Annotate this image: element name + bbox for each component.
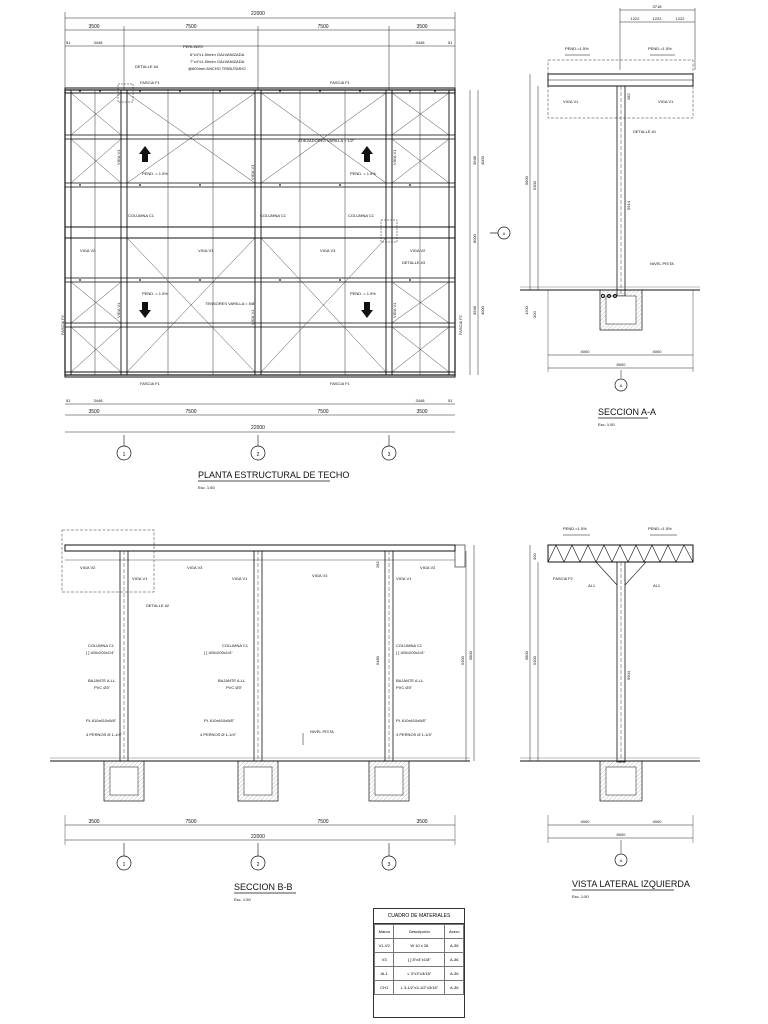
side-fascia: FASCIA F2: [553, 576, 573, 581]
materials-grid: [374, 924, 464, 995]
sec-b-bolts-1: 4 PERNOS Ø 1-1/4": [86, 732, 123, 737]
sec-b-h1: 5480: [375, 656, 380, 665]
table-row: [375, 981, 464, 995]
side-b2: 4000: [652, 819, 662, 824]
sec-b-drain-2: BAJANTE A.LL.: [218, 678, 247, 683]
plan-fascia-side-right: FASCIA F2: [458, 315, 463, 335]
sec-a-f2: 300: [532, 311, 537, 318]
materials-col-mark: Marca: [375, 925, 394, 939]
plan-slope-1: PEND. = 1.5%: [142, 171, 168, 176]
sec-b-grid-label-3: 3: [387, 862, 391, 868]
sec-b-dim-1: 3500: [88, 819, 100, 825]
plan-bsub-2: 3448: [93, 398, 103, 403]
plan-overall-dim: 22000: [251, 11, 265, 17]
plan-beam-v1-6: VIGA V1: [392, 302, 397, 318]
section-b-b: [50, 530, 474, 902]
sec-b-grid-label-2: 2: [256, 862, 260, 868]
plan-purlin-note-2: 7"x4"x1.50mm GALVANIZADA: [190, 59, 245, 64]
sec-a-slope-left: PEND.=1.5%: [565, 46, 589, 51]
sec-b-level: NIVEL PISTA: [310, 729, 334, 734]
side-h1: 5800: [524, 651, 529, 660]
sec-b-dim-2: 7500: [185, 819, 197, 825]
sec-b-colsize-2: [ ] 400x200x1/4": [204, 650, 233, 655]
materials-col-desc: Descripción: [394, 925, 445, 939]
materials-cell: CH1: [375, 981, 394, 995]
plan-boverall: 22000: [251, 425, 265, 431]
sec-b-dim-4: 3500: [416, 819, 428, 825]
materials-title: CUADRO DE MATERIALES: [374, 909, 464, 924]
plan-section-marker-label: A: [502, 231, 506, 236]
plan-fascia-side-left: FASCIA F2: [60, 315, 65, 335]
materials-cell: A-36: [445, 939, 464, 953]
sec-a-f1: 1200: [524, 306, 529, 315]
plan-fascia-bottom-left: FASCIA F1: [140, 381, 160, 386]
plan-subdim-1: 51: [66, 40, 71, 45]
plan-subdim-4: 51: [448, 40, 453, 45]
sec-b-beam-v3-left: VIGA V3: [187, 565, 203, 570]
plan-beam-v3-left: VIGA V3: [198, 248, 214, 253]
plan-beam-v1-5: VIGA V1: [392, 149, 397, 165]
plan-slope-3: PEND. = 1.5%: [142, 291, 168, 296]
sec-a-top-dim-3: 1222: [675, 16, 685, 21]
plan-beam-v2-left: VIGA V2: [80, 248, 96, 253]
sec-b-scale: Esc. 1:50: [234, 897, 251, 902]
plan-right-dim-4: 3948: [472, 306, 477, 315]
sec-b-beam-v1-2: VIGA V1: [232, 576, 248, 581]
side-slope-left: PEND.=1.5%: [563, 526, 587, 531]
plan-subdim-2: 3448: [93, 40, 103, 45]
materials-cell: A-36: [445, 967, 464, 981]
sec-a-b1: 4000: [580, 349, 590, 354]
plan-column-1: COLUMNA C1: [128, 213, 155, 218]
sec-b-plate-3: PL 610x610x5/8": [396, 718, 427, 723]
side-scale: Esc. 1:50: [572, 894, 589, 899]
plan-bsub-3: 3448: [415, 398, 425, 403]
sec-b-h2: 5300: [460, 656, 465, 665]
materials-cell: W 10 x 26: [394, 939, 445, 953]
table-row: [375, 967, 464, 981]
side-h2: 5300: [532, 656, 537, 665]
materials-cell: A-36: [445, 981, 464, 995]
side-brace-right: AL1: [653, 583, 661, 588]
sec-a-title: SECCION A-A: [598, 407, 657, 417]
sec-a-scale: Esc. 1:50: [598, 422, 615, 427]
table-row: [375, 953, 464, 967]
sec-a-b2: 4000: [652, 349, 662, 354]
section-a-a: [520, 4, 700, 427]
materials-table: [373, 908, 465, 1018]
plan-scale: Esc. 1:50: [198, 485, 215, 490]
plan-dim-3: 7500: [317, 24, 329, 30]
plan-purlin-note-3: @600mm ANCHO TRIBUTARIO: [188, 66, 246, 71]
side-view: [520, 526, 700, 899]
sec-a-level: NIVEL PISTA: [650, 261, 674, 266]
sec-b-beam-v2-left: VIGA V2: [80, 565, 96, 570]
plan-dim-1: 3500: [88, 24, 100, 30]
side-b1: 4000: [580, 819, 590, 824]
side-title: VISTA LATERAL IZQUIERDA: [572, 879, 690, 889]
sec-b-column-3: COLUMNA C1: [396, 643, 423, 648]
sec-b-beam-v3-right: VIGA V3: [312, 573, 328, 578]
materials-cell: L 3"x3"x3/16": [394, 967, 445, 981]
plan-right-dim-5: 4000: [480, 306, 485, 315]
sec-b-h4: 282: [375, 561, 380, 568]
sec-b-drainsize-1: PVC Ø3": [94, 685, 111, 690]
plan-beam-v1-2: VIGA V1: [250, 164, 255, 180]
side-boverall: 8000: [616, 832, 626, 837]
plan-beam-v2-right: VIGA V2: [410, 248, 426, 253]
plan-fascia-top-right: FASCIA F1: [330, 80, 350, 85]
sec-a-slope-right: PEND.=1.5%: [648, 46, 672, 51]
materials-cell: L 3-1/2"x3-1/2"x3/16": [394, 981, 445, 995]
side-marker-label: A: [619, 858, 623, 863]
plan-purlin-note-1: 6"x4"x1.50mm GALVANIZADA: [190, 52, 245, 57]
sec-b-beam-v1-3: VIGA V1: [396, 576, 412, 581]
sec-b-grid-label-1: 1: [122, 862, 126, 868]
plan-detail-4: DETALLE #4: [135, 64, 159, 69]
sec-a-detail: DETALLE #1: [633, 129, 657, 134]
slope-arrow-icon: [139, 146, 373, 318]
sec-a-marker-label: A: [619, 383, 623, 388]
materials-col-steel: Acero: [445, 925, 464, 939]
plan-bracing-note: ATIEZADORES VARILLA = 1/2": [298, 138, 355, 143]
sec-a-h2: 5300: [532, 181, 537, 190]
sec-b-drain-1: BAJANTE A.LL.: [88, 678, 117, 683]
sec-b-title: SECCION B-B: [234, 882, 293, 892]
side-h4: 300: [532, 553, 537, 560]
sec-a-beam-left: VIGA V1: [563, 99, 579, 104]
table-row: [375, 939, 464, 953]
plan-fascia-bottom-right: FASCIA F1: [330, 381, 350, 386]
plan-bdim-2: 7500: [185, 409, 197, 415]
sec-b-bolts-3: 4 PERNOS Ø 1-1/4": [396, 732, 433, 737]
roof-plan: [60, 11, 510, 490]
plan-tensor-note: TENSORES VARILLA = 5/8": [205, 301, 256, 306]
sec-a-top-overall: 3718: [652, 4, 662, 9]
sec-b-overall: 22000: [251, 834, 265, 840]
side-slope-right: PEND.=1.5%: [648, 526, 672, 531]
plan-bdim-4: 3500: [416, 409, 428, 415]
sec-b-drain-3: BAJANTE A.LL.: [396, 678, 425, 683]
plan-bsub-4: 51: [448, 398, 453, 403]
sec-a-top-dim-1: 1222: [630, 16, 640, 21]
sec-b-column-2: COLUMNA C1: [222, 643, 249, 648]
sec-b-colsize-1: [ ] 400x200x1/4": [86, 650, 115, 655]
sec-a-beam-right: VIGA V1: [658, 99, 674, 104]
sec-a-h4: 282: [626, 93, 631, 100]
plan-bdim-3: 7500: [317, 409, 329, 415]
plan-dim-2: 7500: [185, 24, 197, 30]
sec-b-detail: DETALLE #2: [146, 603, 170, 608]
grid-label-3: 3: [387, 452, 391, 458]
plan-right-dim-2: 4000: [480, 156, 485, 165]
sec-b-colsize-3: [ ] 400x200x1/4": [396, 650, 425, 655]
plan-title: PLANTA ESTRUCTURAL DE TECHO: [198, 470, 350, 480]
materials-cell: A-36: [445, 953, 464, 967]
sec-b-beam-v1-1: VIGA V1: [132, 576, 148, 581]
sec-b-h3: 5800: [468, 651, 473, 660]
materials-cell: [ ] 8"x4"x1/8": [394, 953, 445, 967]
plan-bdim-1: 3500: [88, 409, 100, 415]
plan-column-2: COLUMNA C1: [260, 213, 287, 218]
sec-b-plate-2: PL 610x610x5/8": [204, 718, 235, 723]
plan-bsub-1: 51: [66, 398, 71, 403]
materials-cell: AL1: [375, 967, 394, 981]
sec-b-drainsize-2: PVC Ø3": [226, 685, 243, 690]
sec-b-dim-3: 7500: [317, 819, 329, 825]
sec-a-h1: 5800: [524, 176, 529, 185]
sec-b-plate-1: PL 610x610x5/8": [86, 718, 117, 723]
materials-header-row: [375, 925, 464, 939]
side-h3: 5904: [626, 671, 631, 680]
plan-right-dim-1: 3948: [472, 156, 477, 165]
grid-label-1: 1: [122, 452, 126, 458]
plan-beam-v1-1: VIGA V1: [116, 149, 121, 165]
sec-b-beam-v2-right: VIGA V2: [420, 565, 436, 570]
side-brace-left: AL1: [588, 583, 596, 588]
plan-detail-3: DETALLE #3: [402, 260, 426, 265]
plan-beam-v3-right: VIGA V3: [320, 248, 336, 253]
materials-cell: V3: [375, 953, 394, 967]
plan-slope-4: PEND. = 1.5%: [350, 291, 376, 296]
sec-a-top-dim-2: 1222: [652, 16, 662, 21]
sec-b-bolts-2: 4 PERNOS Ø 1-1/4": [200, 732, 237, 737]
materials-cell: V1-V2: [375, 939, 394, 953]
plan-beam-v1-4: VIGA V1: [250, 309, 255, 325]
plan-slope-2: PEND. = 1.5%: [350, 171, 376, 176]
plan-column-3: COLUMNA C1: [348, 213, 375, 218]
plan-subdim-3: 3448: [415, 40, 425, 45]
sec-a-h3: 5914: [626, 201, 631, 210]
plan-right-dim-3: 8000: [472, 234, 477, 243]
sec-a-boverall: 8000: [616, 362, 626, 367]
plan-dim-4: 3500: [416, 24, 428, 30]
grid-label-2: 2: [256, 452, 260, 458]
sec-b-column-1: COLUMNA C1: [88, 643, 115, 648]
plan-beam-v1-3: VIGA V1: [116, 302, 121, 318]
sec-b-drainsize-3: PVC Ø3": [396, 685, 413, 690]
plan-purlin-note-0: PERLINES: [183, 44, 203, 49]
plan-fascia-top-left: FASCIA F1: [140, 80, 160, 85]
